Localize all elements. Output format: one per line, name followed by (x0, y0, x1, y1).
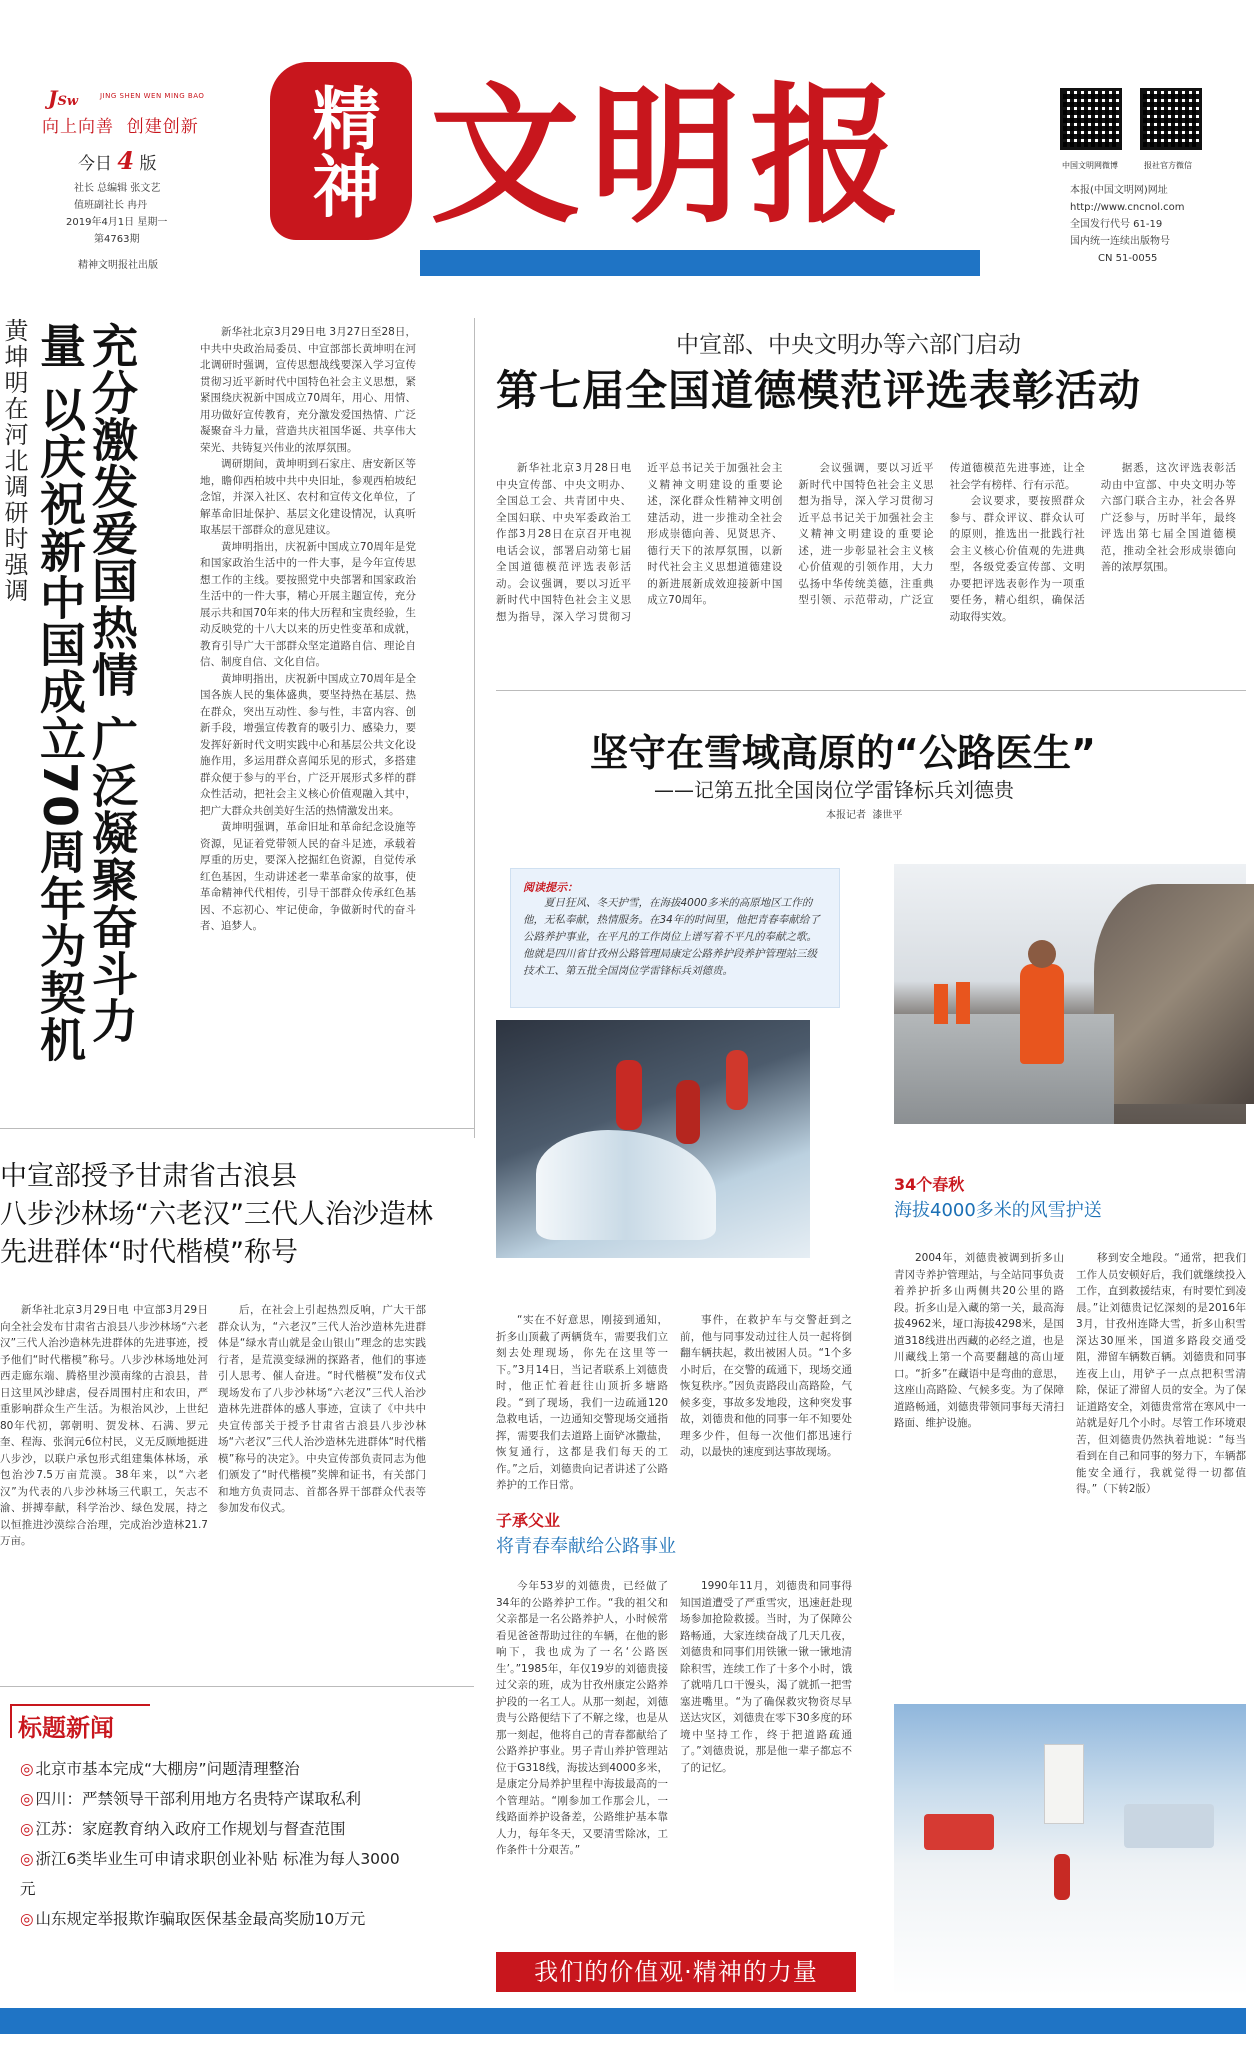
edition-indicator: 今日 4 版 (78, 146, 157, 175)
qr-caption-wechat: 报社官方微信 (1144, 161, 1192, 170)
left-lead-body: 新华社北京3月29日电 3月27日至28日，中共中央政治局委员、中宣部部长黄坤明在河北调研时强调，宣传思想战线要深入学习宣传贯彻习近平新时代中国特色社会主义思想，紧紧围绕庆祝新中国成立70周年，用心、用情、用功做好宣传教育，充分激发爱国热情、广泛凝聚奋斗力量，营造共庆祖国华诞、共享伟大荣光、共铸复兴伟业的浓厚氛围。 调研期间，黄坤明到石家庄、唐安新区等地，瞻仰西柏坡中共中央旧址，参观西柏坡纪念馆，并深入社区、农村和宣传文化单位，了解革命旧址保护、基层文化建设情况，认真听取基层干部群众的意见建议。 黄坤明指出，庆祝新中国成立70周年是党和国家政治生活中的一件大事，是今年宣传思想工作的主线。要按照党中央部署和国家政治生活中的一件大事，精心开展主题宣传，充分展示共和国70年来的伟大历程和宝贵经验，生动反映党的十八大以来的历史性变革和成就，教育引导广大干部群众坚定道路自信、理论自信、制度自信、文化自信。 黄坤明指出，庆祝新中国成立70周年是全国各族人民的集体盛典，要坚持热在基层、热在群众，突出互动性、参与性，丰富内容、创新手段，增强宣传教育的吸引力、感染力，要发挥好新时代文明实践中心和基层公共文化设施作用，多运用群众喜闻乐见的形式，多搭建群众便于参与的平台，广泛开展形式多样的群众性活动，把社会主义核心价值观融入其中，把广大群众共创美好生活的热情激发出来。 黄坤明强调，革命旧址和革命纪念设施等资源，见证着党带领人民的奋斗足迹，承载着厚重的历史，要深入挖掘红色资源，自觉传承红色基因，生动讲述老一辈革命家的故事，使革命精神代代相传，引导干部群众传承红色基因、不忘初心、牢记使命，争做新时代的奋斗者、追梦人。 (200, 326, 416, 932)
section-subheading-son-follows-father: 将青春奉献给公路事业 (496, 1536, 676, 1557)
reading-tip-text: 夏日狂风、冬天护雪，在海拔4000多米的高原地区工作的他，无私奉献，热情服务。在34年的时间里，他把青春奉献给了公路养护事业，在平凡的工作岗位上谱写着不平凡的奉献之歌。他就是四川省甘孜州公路管理局康定公路养护段养护管理站三级技术工、第五批全国岗位学雷锋标兵刘德贵。 (523, 897, 820, 977)
masthead-title: 文明报 (430, 68, 911, 244)
headline-item[interactable]: ◎ 北京市基本完成“大棚房”问题清理整治 (20, 1754, 410, 1784)
section-subheading-34-years: 海拔4000多米的风雪护送 (894, 1200, 1102, 1221)
right-lead-headline: 第七届全国道德模范评选表彰活动 (496, 366, 1142, 415)
weibo-qr-code (1060, 88, 1122, 150)
photo-snowy-pass (894, 1704, 1246, 1996)
section-heading-son-follows-father: 子承父业 (496, 1511, 561, 1530)
feature-headline: 坚守在雪域高原的“公路医生” (590, 731, 1096, 775)
headline-item[interactable]: ◎ 四川：严禁领导干部利用地方名贵特产谋取私利 (20, 1784, 410, 1814)
feature-subhead: ——记第五批全国岗位学雷锋标兵刘德贵 (654, 778, 1014, 802)
values-banner: 我们的价值观·精神的力量 (496, 1952, 856, 1992)
section-divider (496, 690, 1246, 691)
masthead-publisher: 精神文明报社出版 (78, 260, 158, 271)
left-lead-headline: 充分激发爱国热情 广泛凝聚奋斗力量 以庆祝新中国成立70周年为契机 (33, 322, 139, 1064)
masthead-seal: 精神 (270, 62, 412, 240)
headlines-box-title: 标题新闻 (10, 1704, 150, 1738)
qr-caption-weibo: 中国文明网微博 (1062, 161, 1118, 170)
headline-item[interactable]: ◎ 浙江6类毕业生可申请求职创业补贴 标准为每人3000元 (20, 1844, 410, 1904)
masthead (0, 0, 1246, 298)
feature-column-d: 1990年11月，刘德贵和同事得知国道遭受了严重雪灾，迅速赶赴现场参加抢险救援。当时，为了保障公路畅通，大家连续奋战了几天几夜，刘德贵和同事们用铁锹一锹一锹地清除积雪，连续工作了十多个小时，饿了就啃几口干馒头，渴了就抓一把雪塞进嘴里。“为了确保救灾物资尽早送达灾区，刘德贵在零下30多度的环境中坚持工作，终于把道路疏通了。”刘德贵说，那是他一辈子都忘不了的记忆。 (680, 1580, 852, 1774)
masthead-info: 本报(中国文明网)网址 http://www.cncnol.com 全国发行代号 61-19 国内统一连续出版物号 CN 51-0055 (1070, 185, 1185, 264)
issue-number: 第4763期 (94, 234, 140, 245)
edition-number: 4 (117, 146, 135, 175)
masthead-staff: 社长 总编辑 张文艺 值班副社长 冉丹 2019年4月1日 星期一 第4763期 (74, 180, 167, 248)
mid-story-column-2: 后，在社会上引起热烈反响，广大干部群众认为，“六老汉”三代人治沙造林先进群体是“绿水青山就是金山银山”理念的忠实践行者，是荒漠变绿洲的探路者，他们的事迹引人思考、催人奋进。“时代楷模”发布仪式现场发布了八步沙林场“六老汉”三代人治沙造林先进群体的感人事迹，宣读了《中共中央宣传部关于授予甘肃省古浪县八步沙林场“六老汉”三代人治沙造林先进群体“时代楷模”称号的决定》。中央宣传部负责同志为他们颁发了“时代楷模”奖牌和证书，有关部门和地方负责同志、首都各界干部群众代表等参加发布仪式。 (218, 1304, 426, 1514)
headline-item[interactable]: ◎ 江苏：家庭教育纳入政府工作规划与督查范围 (20, 1814, 410, 1844)
headlines-list (20, 1754, 410, 1934)
mid-story-column-1: 新华社北京3月29日电 中宣部3月29日向全社会发布甘肃省古浪县八步沙林场“六老汉”三代人治沙造林先进群体的先进事迹，授予他们“时代楷模”称号。八步沙林场地处河西走廊东端、腾格里沙漠南缘的古浪县，昔日这里风沙肆虐，侵吞周围村庄和农田，严重影响群众生产生活。为根治风沙，上世纪80年代初，郭朝明、贺发林、石满、罗元奎、程海、张润元6位村民，义无反顾地挺进八步沙，以联户承包形式组建集体林场，承包治沙7.5万亩荒漠。38年来，以“六老汉”为代表的八步沙林场三代职工，矢志不渝、拼搏奉献，科学治沙、绿色发展，持之以恒推进沙漠综合治理，完成治沙造林21.7万亩。 (0, 1304, 208, 1547)
feature-column-c: 今年53岁的刘德贵，已经做了34年的公路养护工作。“我的祖父和父亲都是一名公路养护人，小时候常看见爸爸帮助过往的车辆，在他的影响下，我也成为了一名‘公路医生’。”1985年，年仅19岁的刘德贵接过父亲的班，成为甘孜州康定公路养护段的一名工人。从那一刻起，刘德贵与公路便结下了不解之缘，也是从那一刻起，他将自己的青春都献给了公路养护事业。男子青山养护管理站位于G318线，海拔达到4000多米，是康定分局养护里程中海拔最高的一个管理站。“刚参加工作那会儿，一线路面养护设备差，公路维护基本靠人力，每年冬天，又要清雪除冰，工作条件十分艰苦。” (496, 1580, 668, 1856)
headline-item[interactable]: ◎ 山东规定举报欺诈骗取医保基金最高奖励10万元 (20, 1904, 410, 1934)
reading-tip-box (510, 868, 840, 1008)
feature-column-f: 移到安全地段。“通常，把我们工作人员安顿好后，我们就继续投入工作，直到救援结束，有时要忙到凌晨。”让刘德贵记忆深刻的是2016年3月，甘孜州连降大雪，折多山积雪深达30厘米，国道多路段交通受阻，滞留车辆数百辆。刘德贵和同事连夜上山，用铲子一点点把积雪清除，保证了滞留人员的安全。为了保证道路安全，刘德贵常常在寒风中一站就是好几个小时。尽管工作环境艰苦，但刘德贵仍然执着地说：“每当看到在自己和同事的努力下，车辆都能安全通行，我就觉得一切都值得。”（下转2版） (1076, 1252, 1246, 1495)
headlines-box (0, 1696, 420, 1986)
photo-road-worker (894, 864, 1246, 1124)
feature-byline: 本报记者 漆世平 (826, 810, 903, 821)
feature-column-b: 事件，在救护车与交警赶到之前，他与同事发动过往人员一起将倒翻车辆扶起，救出被困人员。“1个多小时后，在交警的疏通下，现场交通恢复秩序。”因负责路段山高路险，气候多变，事故多发地段，这种突发事故，刘德贵和他的同事一年不知要处理多少件，但每一次他们都迅速行动，以最快的速度到达事故现场。 (680, 1314, 852, 1458)
right-lead-body: 新华社北京3月28日电 中央宣传部、中央文明办、全国总工会、共青团中央、全国妇联、中央军委政治工作部3月28日在京召开电视电话会议，部署启动第七届全国道德模范评选表彰活动。会议强调，要以习近平新时代中国特色社会主义思想为指导，深入学习贯彻习近平总书记关于加强社会主义精神文明建设的重要论述，深化群众性精神文明创建活动，进一步推动全社会形成崇德向善、见贤思齐、德行天下的浓厚氛围，以新时代社会主义思想道德建设的新进展新成效迎接新中国成立70周年。 会议强调，要以习近平新时代中国特色社会主义思想为指导，深入学习贯彻习近平总书记关于加强社会主义精神文明建设的重要论述，进一步彰显社会主义核心价值观的引领作用，大力弘扬中华传统美德，注重典型引领、示范带动，广泛宣传道德模范先进事迹，让全社会学有榜样、行有示范。 会议要求，要按照群众参与、群众评议、群众认可的原则，推选出一批践行社会主义核心价值观的先进典型，各级党委宣传部、文明办要把评选表彰作为一项重要任务，精心组织，确保活动取得实效。 据悉，这次评选表彰活动由中宣部、中央文明办等六部门联合主办，社会各界广泛参与，历时半年，最终评选出第七届全国道德模范，推动全社会形成崇德向善的浓厚氛围。 (496, 462, 1236, 623)
photo-snow-shoveling (496, 1020, 810, 1258)
feature-column-a: “实在不好意思，刚接到通知，折多山顶截了两辆货车，需要我们立刻去处理现场，你先在这里等一下。”3月14日，当记者联系上刘德贵时，他正忙着赶往山顶折多塘路段。“到了现场，我们一边疏通120急救电话，一边通知交警现场交通指挥，需要我们去道路上面铲冰撒盐，恢复通行，这都是我们每天的工作。”之后，刘德贵向记者讲述了公路养护的工作日常。 (496, 1314, 668, 1491)
footer-bar: 广告许可证：5101034000601 电子信箱：jswmb2016@163.com jswmb-bjb@163.com 定价：月份34元 季价99元 全年价398元 责任编辑 何帅佳 王丽 (0, 2008, 1246, 2034)
mid-story-headline: 中宣部授予甘肃省古浪县 八步沙林场“六老汉”三代人治沙造林 先进群体“时代楷模”称号 (0, 1161, 433, 1268)
section-divider (0, 1128, 474, 1129)
masthead-logo: JSw (48, 86, 79, 110)
wechat-qr-code (1140, 88, 1202, 150)
right-lead-kicker: 中宣部、中央文明办等六部门启动 (676, 332, 1021, 358)
masthead-pinyin: JING SHEN WEN MING BAO (100, 92, 205, 100)
issue-date: 2019年4月1日 星期一 (66, 217, 168, 228)
masthead-nav-bar: 全国精神文明建设战线 全媒中心 独家报纸 (420, 250, 980, 276)
feature-column-e: 2004年，刘德贵被调到折多山青冈寺养护管理站，与全站同事负责着养护折多山两侧共20公里的路段。折多山是入藏的第一关，最高海拔4962米，垭口海拔4298米，是国道318线进出西藏的必经之道，也是川藏线上第一个高要翻越的高山垭口。“折多”在藏语中是弯曲的意思，这座山高路险、气候多变。为了保障道路畅通，刘德贵带领同事每天清扫路面、维护设施。 (894, 1252, 1064, 1429)
section-divider (0, 1686, 474, 1687)
section-heading-34-years: 34个春秋 (894, 1175, 965, 1194)
masthead-slogan: 向上向善 创建创新 (42, 117, 199, 137)
left-lead-subhead: 黄坤明在河北调研时强调 (0, 318, 28, 604)
column-divider (474, 318, 475, 1138)
reading-tip-label: 阅读提示： (523, 881, 578, 894)
